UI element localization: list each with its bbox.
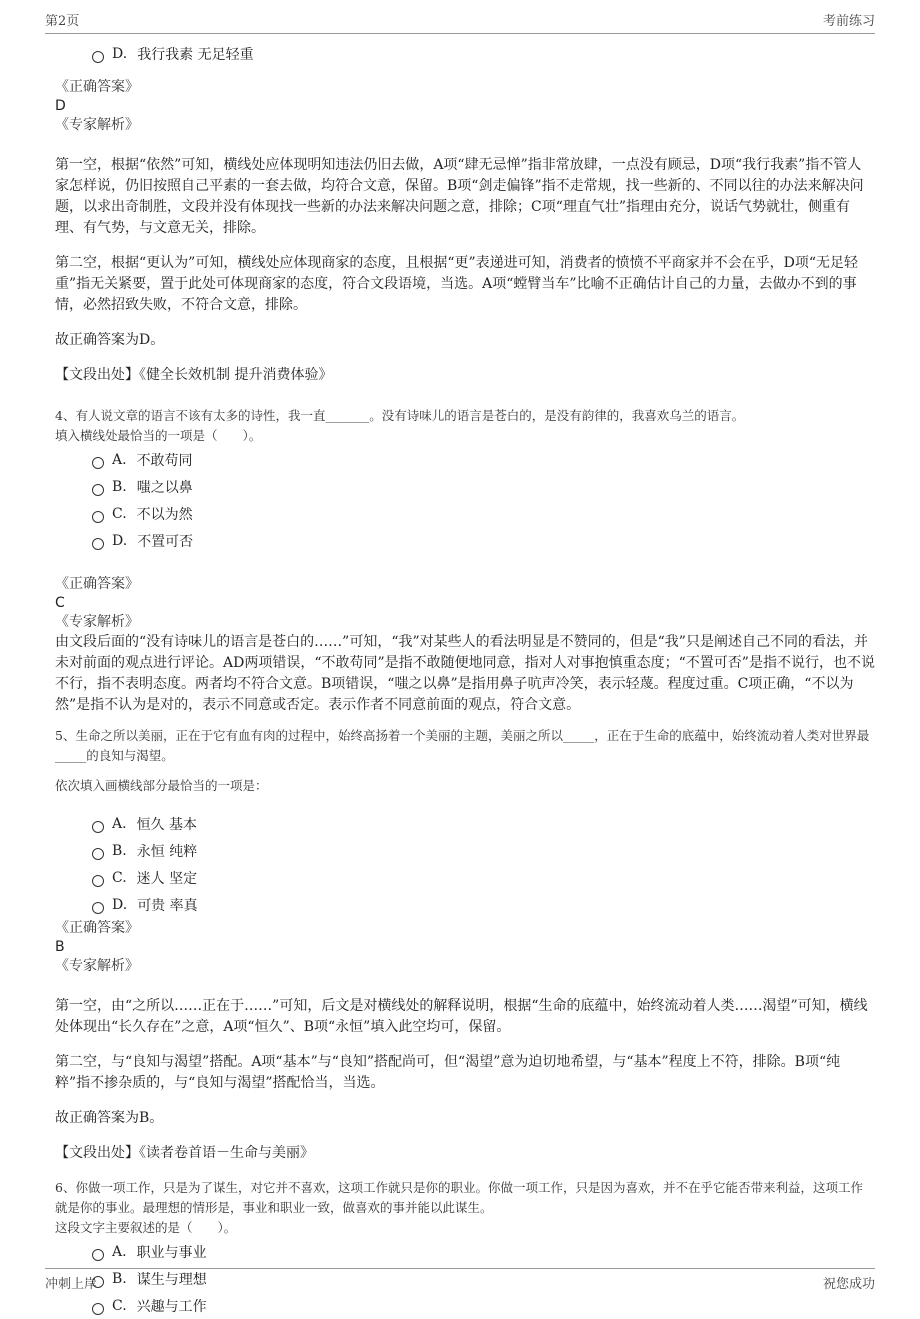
radio-icon[interactable] xyxy=(92,511,104,523)
radio-icon[interactable] xyxy=(92,1303,104,1315)
option-text: 嗤之以鼻 xyxy=(136,479,193,496)
q5-option-a[interactable] xyxy=(55,810,875,837)
page-header xyxy=(45,10,875,34)
analysis-paragraph: 第二空，与“良知与渴望”搭配。A项“基本”与“良知”搭配尚可，但“渴望”意为迫切地希望，与“基本”程度上不符，排除。B项“纯粹”指不掺杂质的，与“良知与渴望”搭配恰当，当选。 xyxy=(55,1054,841,1091)
radio-icon[interactable] xyxy=(92,538,104,550)
option-letter: B. xyxy=(112,1270,127,1287)
analysis-label: 《专家解析》 xyxy=(55,614,139,630)
option-text: 不敢苟同 xyxy=(136,452,193,469)
answer-label: 《正确答案》 xyxy=(55,79,139,95)
option-letter: A. xyxy=(112,451,127,468)
footer-left-text: 冲刺上岸 xyxy=(45,1277,98,1292)
document-body xyxy=(55,40,875,1319)
q5-option-b[interactable] xyxy=(55,837,875,864)
analysis-paragraph: 由文段后面的“没有诗味儿的语言是苍白的……”可知，“我”对某些人的看法明显是不赞同的，但是“我”只是阐述自己不同的看法，并未对前面的观点进行评论。AD两项错误，“不敢苟同”是指不敢随便地同意，指对人对事抱慎重态度；“不置可否”是指不说行，也不说不行，指不表明态度。两者均不符合文意。B项错误，“嗤之以鼻”是指用鼻子吭声冷笑，表示轻蔑。程度过重。C项正确，“不以为然”是指不认为是对的，表示不同意或否定。表示作者不同意前面的观点，符合文意。 xyxy=(55,634,875,713)
source: 【文段出处】《健全长效机制 提升消费体验》 xyxy=(55,367,333,383)
page-number: 第2页 xyxy=(45,14,80,29)
radio-icon[interactable] xyxy=(92,51,104,63)
analysis-label: 《专家解析》 xyxy=(55,117,139,133)
option-letter: B. xyxy=(112,842,127,859)
q6-option-c[interactable] xyxy=(55,1292,875,1319)
option-text: 谋生与理想 xyxy=(136,1271,207,1288)
radio-icon[interactable] xyxy=(92,875,104,887)
conclusion: 故正确答案为D。 xyxy=(55,332,165,348)
option-letter: D. xyxy=(112,45,128,62)
option-letter: C. xyxy=(112,505,127,522)
option-text: 可贵 率真 xyxy=(137,897,198,914)
option-text: 恒久 基本 xyxy=(136,816,198,833)
radio-icon[interactable] xyxy=(92,457,104,469)
q6-option-a[interactable] xyxy=(55,1238,875,1265)
answer-label: 《正确答案》 xyxy=(55,576,139,592)
option-text: 我行我素 无足轻重 xyxy=(137,46,254,63)
analysis-label: 《专家解析》 xyxy=(55,958,139,974)
option-letter: C. xyxy=(112,1297,127,1314)
question-instruction: 填入横线处最恰当的一项是（ ）。 xyxy=(55,428,262,443)
q4-option-d[interactable] xyxy=(55,527,875,554)
question-stem: 4、有人说文章的语言不该有太多的诗性，我一直_______。没有诗味儿的语言是苍白的，是没有韵律的，我喜欢乌兰的语言。 xyxy=(55,408,745,423)
analysis-paragraph: 第一空，由“之所以……正在于……”可知，后文是对横线处的解释说明，根据“生命的底蕴中，始终流动着人类……渴望”可知，横线处体现出“长久存在”之意，A项“恒久”、B项“永恒”填入此空均可，保留。 xyxy=(55,998,868,1035)
radio-icon[interactable] xyxy=(92,484,104,496)
question-stem: 6、你做一项工作，只是为了谋生，对它并不喜欢，这项工作就只是你的职业。你做一项工作，只是因为喜欢，并不在乎它能否带来利益，这项工作就是你的事业。最理想的情形是，事业和职业一致，做喜欢的事并能以此谋生。 xyxy=(55,1180,863,1215)
option-text: 迷人 坚定 xyxy=(136,870,198,887)
analysis-paragraph: 第二空，根据“更认为”可知，横线处应体现商家的态度，且根据“更”表递进可知，消费者的愤愤不平商家并不会在乎，D项“无足轻重”指无关紧要，置于此处可体现商家的态度，符合文段语境，当选。A项“螳臂当车”比喻不正确估计自己的力量，去做办不到的事情，必然招致失败，不符合文意，排除。 xyxy=(55,255,859,313)
q5-option-c[interactable] xyxy=(55,864,875,891)
option-text: 不置可否 xyxy=(137,533,194,550)
answer-label: 《正确答案》 xyxy=(55,920,139,936)
option-letter: D. xyxy=(112,896,128,913)
option-letter: A. xyxy=(112,815,127,832)
analysis-paragraph: 第一空，根据“依然”可知，横线处应体现明知违法仍旧去做，A项“肆无忌惮”指非常放肆，一点没有顾忌，D项“我行我素”指不管人家怎样说，仍旧按照自己平素的一套去做，均符合文意，保留。B项“剑走偏锋”指不走常规，找一些新的、不同以往的办法来解决问题，以求出奇制胜，文段并没有体现找一些新的办法来解决问题之意，排除；C项“理直气壮”指理由充分，说话气势就壮，侧重有理、有气势，与文意无关，排除。 xyxy=(55,157,864,236)
radio-icon[interactable] xyxy=(92,1249,104,1261)
q4-option-c[interactable] xyxy=(55,500,875,527)
radio-icon[interactable] xyxy=(92,902,104,914)
page-footer xyxy=(45,1268,875,1292)
option-letter: D. xyxy=(112,532,128,549)
header-title: 考前练习 xyxy=(822,14,875,29)
option-letter: A. xyxy=(112,1243,127,1260)
q4-option-b[interactable] xyxy=(55,473,875,500)
correct-answer: B xyxy=(55,939,65,955)
radio-icon[interactable] xyxy=(92,848,104,860)
question-instruction: 这段文字主要叙述的是（ ）。 xyxy=(55,1220,237,1235)
footer-right-text: 祝您成功 xyxy=(822,1277,875,1292)
correct-answer: C xyxy=(55,595,65,611)
q5-option-d[interactable] xyxy=(55,891,875,918)
option-text: 职业与事业 xyxy=(136,1244,207,1261)
correct-answer: D xyxy=(55,98,66,114)
radio-icon[interactable] xyxy=(92,821,104,833)
option-text: 兴趣与工作 xyxy=(136,1298,207,1315)
option-text: 永恒 纯粹 xyxy=(136,843,198,860)
q4-option-a[interactable] xyxy=(55,446,875,473)
question-stem: 5、生命之所以美丽，正在于它有血有肉的过程中，始终高扬着一个美丽的主题，美丽之所以_____，正在于生命的底蕴中，始终流动着人类对世界最_____的良知与渴望。 xyxy=(55,728,870,763)
q3-option-d[interactable] xyxy=(55,40,875,67)
option-text: 不以为然 xyxy=(136,506,193,523)
source: 【文段出处】《读者卷首语－生命与美丽》 xyxy=(55,1145,314,1161)
question-instruction: 依次填入画横线部分最恰当的一项是： xyxy=(55,778,268,793)
conclusion: 故正确答案为B。 xyxy=(55,1110,164,1126)
option-letter: C. xyxy=(112,869,127,886)
option-letter: B. xyxy=(112,478,127,495)
